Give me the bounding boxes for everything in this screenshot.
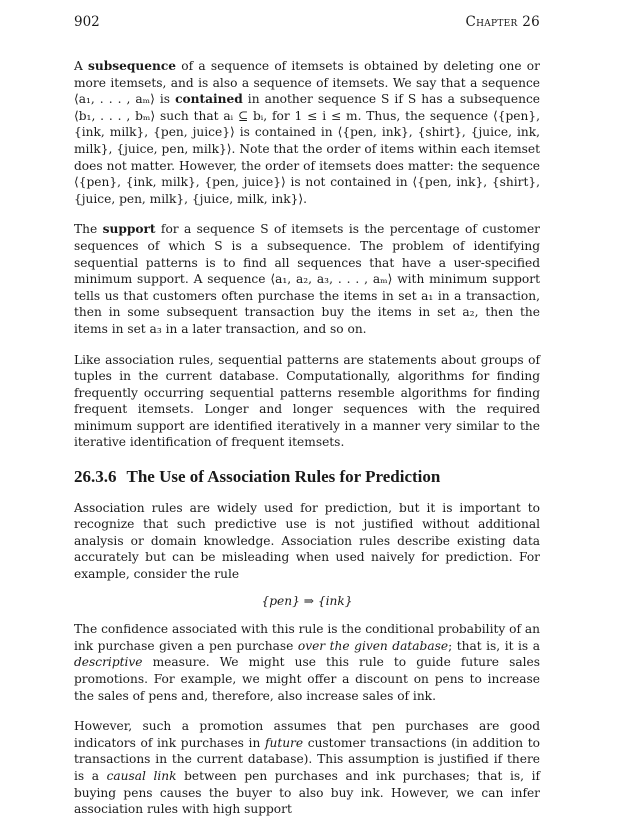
paragraph-subsequence	[74, 58, 540, 207]
text-run: between pen purchases and ink purchases; that is, if buying pens causes the buyer to also buy ink. However, we can infer association rules with high support	[74, 768, 540, 817]
paragraph-causal	[74, 718, 540, 818]
text-run: The	[74, 222, 103, 237]
text-run: customer transactions (in addition to transactions in the current database). This assumption is justified if there is a	[74, 735, 540, 783]
section-heading	[74, 469, 540, 486]
section-number: 26.3.6	[74, 467, 117, 487]
paragraph-prediction: Association rules are widely used for prediction, but it is important to recognize that such predictive use is not justified without additional analysis or domain knowledge. Association rules describe existing data accurately but can be misleading when used naively for prediction. For example, consider the rule	[74, 500, 540, 582]
text-run: measure. We might use this rule to guide future sales promotions. For example, we might offer a discount on pens to increase the sales of pens and, therefore, also increase sales of ink.	[74, 655, 540, 703]
emphasis-causal-link: causal link	[106, 768, 177, 783]
text-run: of a sequence of itemsets is obtained by deleting one or more itemsets, and is also a sequence of itemsets. We say that a sequence ⟨a₁, . . . , aₘ⟩ is	[74, 59, 540, 107]
emphasis-future: future	[264, 735, 304, 750]
section-title: The Use of Association Rules for Prediction	[126, 467, 441, 487]
running-head	[74, 14, 540, 36]
paragraph-confidence	[74, 621, 540, 704]
term-subsequence: subsequence	[88, 59, 177, 73]
term-support: support	[102, 222, 156, 237]
text-run: The confidence associated with this rule is the conditional probability of an ink purchase given a pen purchase	[74, 622, 540, 653]
body-text	[74, 58, 540, 832]
rule-display: {pen} ⇒ {ink}	[261, 593, 353, 608]
chapter-label: Chapter 26	[465, 14, 540, 30]
paragraph-sequential-patterns: Like association rules, sequential patterns are statements about groups of tuples in the current database. Computationally, algorithms for finding frequently occurring sequential patterns resemble algorithms for finding frequent itemsets. Longer and longer sequences with the required minimum support are identified iteratively in a manner very similar to the iterative identification of frequent itemsets.	[74, 352, 540, 450]
emphasis-descriptive: descriptive	[74, 655, 143, 670]
text-run: A	[74, 59, 89, 73]
paragraph-support	[74, 221, 540, 337]
text-run: in another sequence S if S has a subsequence ⟨b₁, . . . , bₘ⟩ such that aᵢ ⊆ bᵢ, for 1 ≤ i ≤ m. Thus, the sequence ⟨{pen}, {ink, milk}, {pen, juice}⟩ is contained in ⟨{pen, ink}, {shirt}, {juice, ink, milk}, {juice, pen, milk}⟩. Note that the order of items within each itemset does not matter. However, the order of itemsets does matter: the sequence ⟨{pen}, {ink, milk}, {pen, juice}⟩ is not contained in ⟨{pen, ink}, {shirt}, {juice, pen, milk}, {juice, milk, ink}⟩.	[74, 92, 541, 206]
page-number: 902	[74, 14, 100, 30]
text-run: However, such a promotion assumes that pen purchases are good indicators of ink purchases in	[74, 719, 540, 750]
emphasis-given-database: over the given database	[297, 638, 449, 653]
term-contained: contained	[175, 92, 243, 107]
text-run: ; that is, it is a	[448, 638, 540, 653]
text-run: for a sequence S of itemsets is the percentage of customer sequences of which S is a subsequence. The problem of identifying sequential patterns is to find all sequences that have a user-specified minimum support. A sequence ⟨a₁, a₂, a₃, . . . , aₘ⟩ with minimum support tells us that customers often purchase the items in set a₁ in a transaction, then in some subsequent transaction buy the items in set a₂, then the items in set a₃ in a later transaction, and so on.	[74, 222, 540, 336]
